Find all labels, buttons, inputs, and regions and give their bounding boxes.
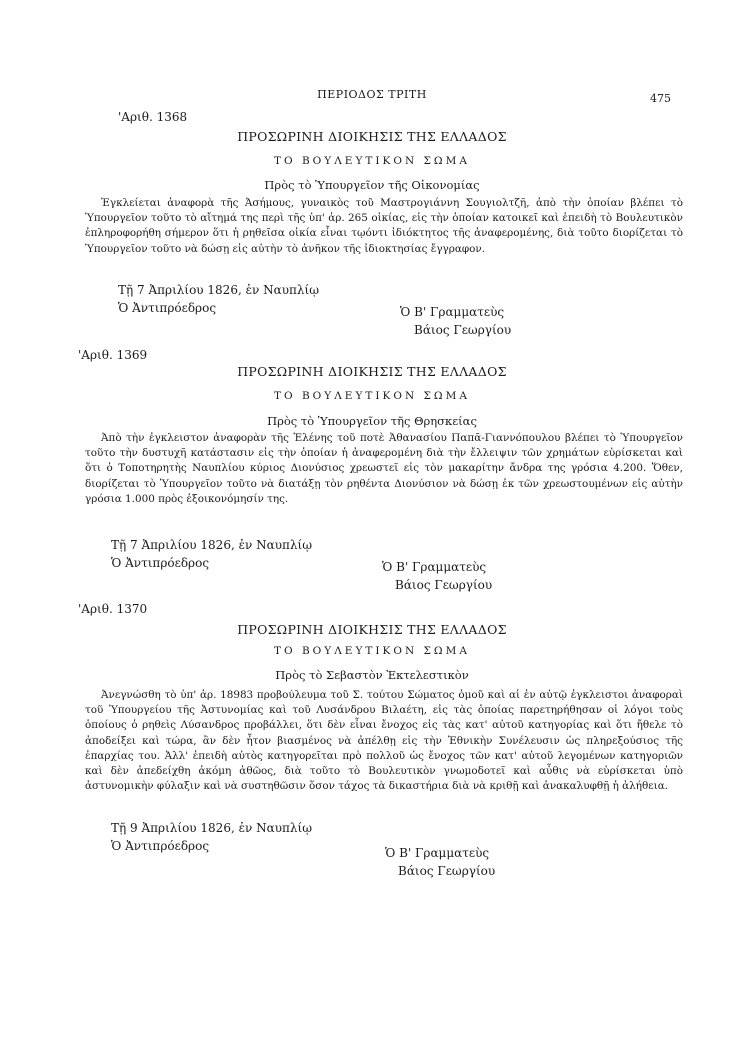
secretary-title: Ὁ Β' Γραμματεὺς xyxy=(400,305,505,319)
decree-date: Τῇ 7 Ἀπριλίου 1826, ἐν Ναυπλίῳ xyxy=(118,283,320,297)
running-head: ΠΕΡΙΟΔΟΣ ΤΡΙΤΗ xyxy=(317,88,427,101)
decree-heading: ΠΡΟΣΩΡΙΝΗ ΔΙΟΙΚΗΣΙΣ ΤΗΣ ΕΛΛΑΔΟΣ xyxy=(237,622,507,637)
decree-addressee: Πρὸς τὸ Σεβαστὸν Ἐκτελεστικὸν xyxy=(275,668,469,682)
decree-subheading: ΤΟ ΒΟΥΛΕΥΤΙΚΟΝ ΣΩΜΑ xyxy=(274,390,470,402)
vice-president-signature: Ὁ Ἀντιπρόεδρος xyxy=(118,301,217,315)
secretary-title: Ὁ Β' Γραμματεὺς xyxy=(382,560,487,574)
decree-date: Τῇ 7 Ἀπριλίου 1826, ἐν Ναυπλίῳ xyxy=(111,538,313,552)
secretary-name: Βάιος Γεωργίου xyxy=(414,323,512,337)
decree-heading: ΠΡΟΣΩΡΙΝΗ ΔΙΟΙΚΗΣΙΣ ΤΗΣ ΕΛΛΑΔΟΣ xyxy=(237,364,507,379)
decree-heading: ΠΡΟΣΩΡΙΝΗ ΔΙΟΙΚΗΣΙΣ ΤΗΣ ΕΛΛΑΔΟΣ xyxy=(237,129,507,144)
decree-number: 'Αριθ. 1368 xyxy=(118,110,188,124)
decree-addressee: Πρὸς τὸ Ὑπουργεῖον τῆς Θρησκείας xyxy=(267,414,477,428)
decree-addressee: Πρὸς τὸ Ὑπουργεῖον τῆς Οἰκονομίας xyxy=(264,178,480,192)
decree-body: Ἀπὸ τὴν ἐγκλειστον ἀναφορὰν τῆς Ἑλένης τοῦ ποτὲ Ἀθανασίου Παπᾶ-Γιαννόπουλου βλέπει τὸ Ὑπουργεῖον τοῦτο τὴν δυστυχῆ κατάστασιν εἰς τὴν ὁποίαν ἡ ἀναφερομένη διὰ τὴν ἔλλειψιν τῶν χρημάτων εὑρίσκεται καὶ ὅτι ὁ Τοποτηρητὴς Ναυπλίου κύριος Διονύσιος χρεωστεῖ εἰς τὸν μακαρίτην ἄνδρα της γρόσια 4.200. Ὅθεν, διορίζεται τὸ Ὑπουργεῖον τοῦτο νὰ διατάξῃ τὸν ρηθέντα Διονύσιον νὰ δώσῃ ἐκ τῶν χρεωστουμένων εἰς αὐτὴν γρόσια 1.000 πρὸς ἐξοικονόμησίν της. xyxy=(85,432,683,505)
vice-president-signature: Ὁ Ἀντιπρόεδρος xyxy=(111,556,210,570)
decree-body: Ἐγκλείεται ἀναφορὰ τῆς Ἀσήμους, γυναικὸς τοῦ Μαστρογιάννη Σουγιολτζῆ, ἀπὸ τὴν ὁποίαν βλέπει τὸ Ὑπουργεῖον τοῦτο τὸ αἴτημά της περὶ τῆς ὑπ' ἀρ. 265 οἰκίας, εἰς τὴν ὁποίαν κατοικεῖ καὶ ἐπειδὴ τὸ Βουλευτικὸν ἐπληροφορήθη σήμερον ὅτι ἡ ρηθεῖσα οἰκία εἶναι τῳόντι ἰδιόκτητος τῆς ἀναφερομένης, διὰ τοῦτο διορίζεται τὸ Ὑπουργεῖον τοῦτο νὰ δώσῃ εἰς αὐτὴν τὸ ἀνῆκον τῆς ἰδιοκτησίας ἔγγραφον. xyxy=(85,197,683,255)
secretary-name: Βάιος Γεωργίου xyxy=(395,578,493,592)
secretary-title: Ὁ Β' Γραμματεὺς xyxy=(385,846,490,860)
page-number: 475 xyxy=(650,92,671,105)
decree-date: Τῇ 9 Ἀπριλίου 1826, ἐν Ναυπλίῳ xyxy=(111,821,313,835)
vice-president-signature: Ὁ Ἀντιπρόεδρος xyxy=(111,839,210,853)
decree-subheading: ΤΟ ΒΟΥΛΕΥΤΙΚΟΝ ΣΩΜΑ xyxy=(274,645,470,657)
decree-subheading: ΤΟ ΒΟΥΛΕΥΤΙΚΟΝ ΣΩΜΑ xyxy=(274,155,470,167)
decree-number: 'Αριθ. 1369 xyxy=(78,348,148,362)
decree-body: Ἀνεγνώσθη τὸ ὑπ' ἀρ. 18983 προβούλευμα τοῦ Σ. τούτου Σώματος ὁμοῦ καὶ αἱ ἐν αὐτῷ ἐγκλειστοι ἀναφοραὶ τοῦ Ὑπουργείου τῆς Ἀστυνομίας καὶ τοῦ Λυσάνδρου Βιλαέτη, εἰς τὰς ὁποίας παρετηρήθησαν οἱ λόγοι τοὺς ὁποίους ὁ ρηθεὶς Λύσανδρος προβάλλει, ὅτι δὲν εἶναι ἔνοχος εἰς τὰς κατ' αὐτοῦ κατηγορίας καὶ ὅτι ἤθελε τὸ ἀποδείξει καὶ τώρα, ἂν δὲν ἦτον βιασμένος νὰ ἀπέλθῃ εἰς τὴν Ἐθνικὴν Συνέλευσιν ὡς πληρεξούσιος τῆς ἐπαρχίας του. Ἀλλ' ἐπειδὴ αὐτὸς κατηγορεῖται πρὸ πολλοῦ ὡς ἔνοχος τῶν κατ' αὐτοῦ λεγομένων κατηγοριῶν καὶ δὲν ἀπεδείχθη ἀκόμη ἀθῶος, διὰ τοῦτο τὸ Βουλευτικὸν γνωμοδοτεῖ καὶ αὖθις νὰ εὑρίσκεται ὑπὸ ἀστυνομικὴν φύλαξιν καὶ νὰ συστηθῶσιν ὅσον τάχος τὰ δικαστήρια διὰ νὰ κριθῇ καὶ ἀνακαλυφθῇ ἡ ἀλήθεια. xyxy=(85,689,683,793)
decree-number: 'Αριθ. 1370 xyxy=(78,602,148,616)
secretary-name: Βάιος Γεωργίου xyxy=(398,864,496,878)
